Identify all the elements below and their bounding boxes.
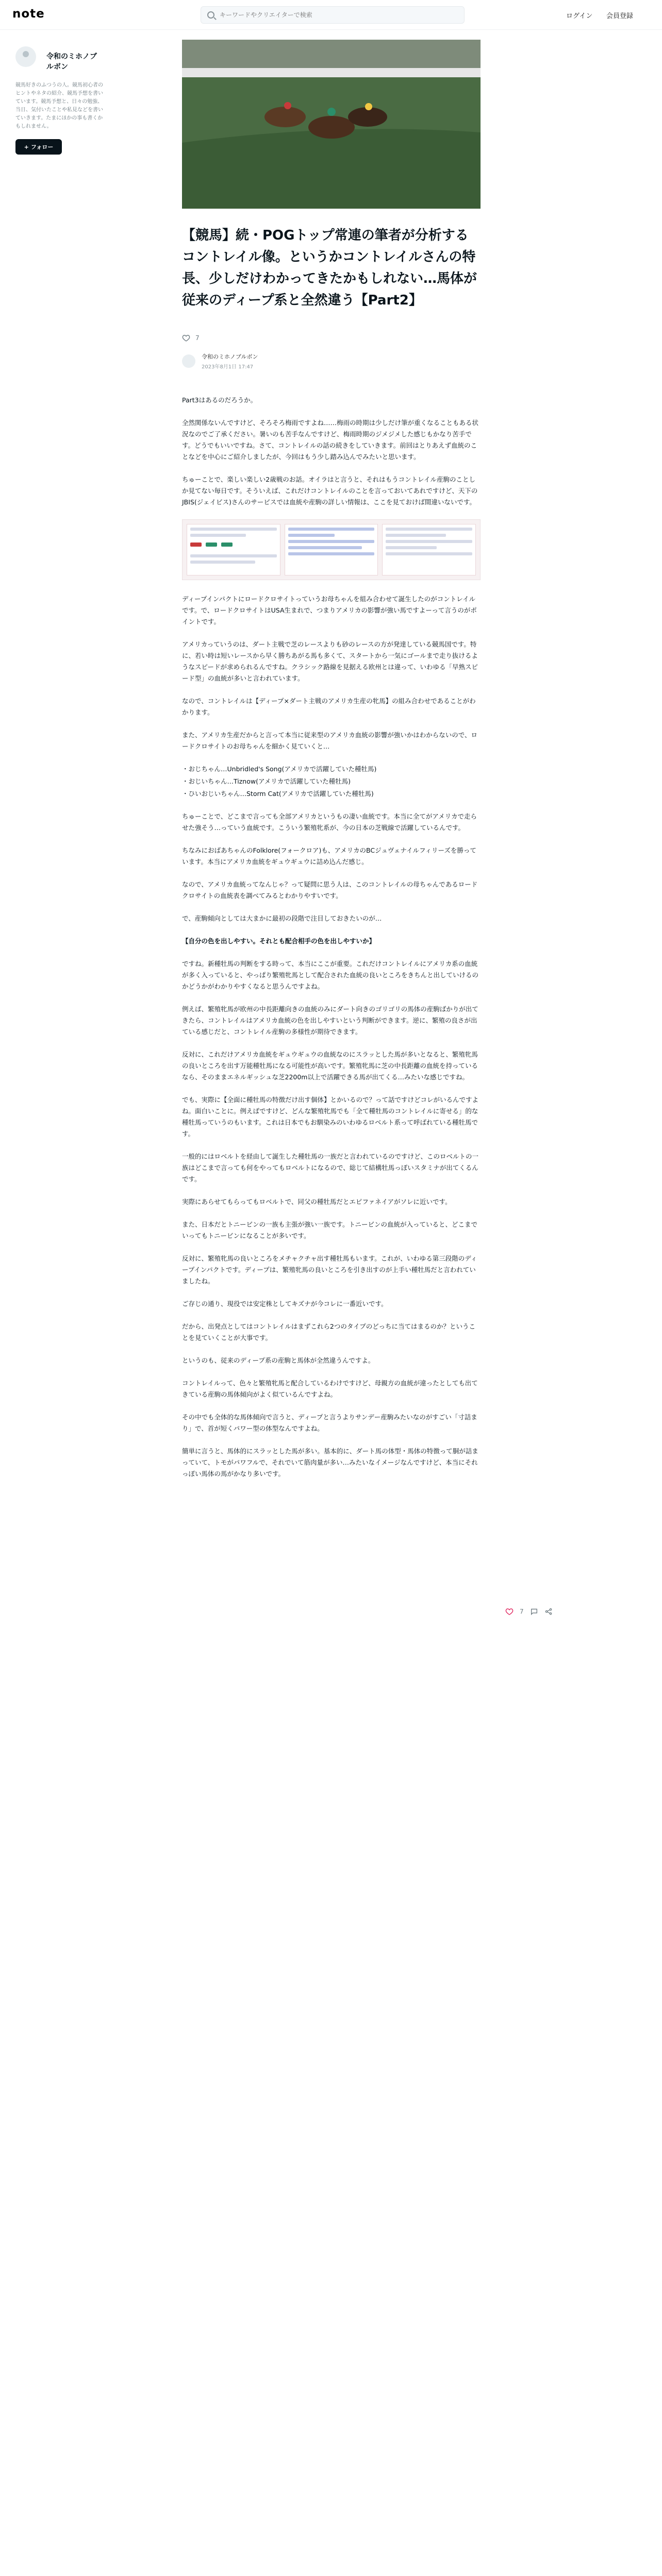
note-logo[interactable]: note [12,7,45,21]
paragraph: ちゅーことで、楽しい楽しい2歳戦のお話。オイラはと言うと、それはもうコントレイル産駒のことしか見てない毎日です。そういえば、これだけコントレイルのことを言っておいてあれですけど、天下のJBIS(ジェイビス)さんのサービスでは血統や産駒の詳しい情報は、ここを見ておけば間違いないです。 [182,476,478,506]
paragraph: で、産駒傾向としては大まかに最初の段階で注目しておきたいのが… [182,914,382,922]
paragraph: 例えば、繁殖牝馬が欧州の中長距離向きの血統のみにダート向きのゴリゴリの馬体の産駒ばかりが出てきたら、コントレイルはアメリカ血統の色を出しやすいという判断ができます。逆に、繁殖の良さが出ている感じだと、コントレイル産駒の多様性が期待できます。 [182,1005,478,1036]
pedigree-column [285,524,378,575]
paragraph: ディープインパクトにロードクロサイトっていうお母ちゃんを組み合わせて誕生したのがコントレイルです。で、ロードクロサイトはUSA生まれで、つまりアメリカの影響が強い馬ですよーって言うのがポイントです。 [182,595,477,625]
search-input[interactable] [220,11,446,19]
floating-actions [505,1607,553,1616]
share-icon[interactable] [544,1607,553,1616]
follow-button[interactable] [15,139,62,155]
paragraph: でも、実際に【全面に種牡馬の特徴だけ出す個体】とかいるので？って話ですけどコレがいるんですよね。面白いことに。例えばですけど、どんな繁殖牝馬でも「全て種牡馬のコントレイルに寄せる」的な種牡馬っていうのもいます。これは日本でもお馴染みのいわゆるロベルト系って呼ばれている種牡馬です。 [182,1096,479,1138]
author-avatar[interactable] [15,46,36,67]
bullet-item: ・おじいちゃん…Tiznow(アメリカで活躍していた種牡馬) [182,777,351,785]
login-link[interactable]: ログイン [566,12,593,20]
site-header [0,0,662,30]
meta-author-name[interactable]: 令和のミホノブルボン [202,353,258,360]
pedigree-column [187,524,280,575]
hero-image [182,40,481,209]
like-row [182,334,200,342]
search-icon [207,11,214,19]
bullet-item: ・ひいおじいちゃん…Storm Cat(アメリカで活躍していた種牡馬) [182,790,374,798]
paragraph: だから、出発点としてはコントレイルはまずこれら2つのタイプのどっちに当てはまるのか？ということを見ていくことが大事です。 [182,1323,475,1342]
like-count: 7 [195,334,200,342]
author-meta [182,352,258,370]
paragraph: その中でも全体的な馬体傾向で言うと、ディープと言うよりサンデー産駒みたいなのがすごい「寸詰まり」で、首が短くパワー型の体型なんですよね。 [182,1413,477,1432]
paragraph: 簡単に言うと、馬体的にスラッとした馬が多い。基本的に、ダート馬の体型・馬体の特徴って胴が詰まっていて、トモがパワフルで、それでいて筋肉量が多い…みたいなイメージなんですけど、本当にそれっぽい馬体の馬がかなり多いです。 [182,1447,478,1478]
paragraph: ですね。新種牡馬の判断をする時って、本当にここが重要。これだけコントレイルにアメリカ系の血統が多く入っていると、やっぱり繁殖牝馬として配合された血統の良いところをきちんと出していけるのかどうかがわかりやすくなると思うんですよね。 [182,960,479,990]
heart-icon[interactable] [505,1607,514,1616]
article-body [182,395,481,1491]
author-name[interactable]: 令和のミホノブルボン [46,53,97,71]
comment-icon[interactable] [530,1607,538,1616]
paragraph: ご存じの通り、現役では安定株としてキズナが今コレに一番近いです。 [182,1300,388,1308]
bullet-item: ・おじちゃん…Unbridled's Song(アメリカで活躍していた種牡馬) [182,765,377,773]
paragraph: また、日本だとトニービンの一族も主張が強い一族です。トニービンの血統が入っていると、どこまでいってもトニービンになることが多いです。 [182,1221,478,1240]
paragraph: コントレイルって、色々と繁殖牝馬と配合しているわけですけど、母親方の血統が違ったとしても出てきている産駒の馬体傾向がよく似ているんですよね。 [182,1379,478,1398]
paragraph: というのも、従来のディープ系の産駒と馬体が全然違うんですよ。 [182,1357,375,1364]
paragraph: 全然関係ないんですけど、そろそろ梅雨ですよね……梅雨の時期は少しだけ筆が重くなることもある状況なのでご了承ください。暑いのも苦手なんですけど、梅雨時期のジメジメした感じもかなり苦手です。どうでもいいですね。さて、コントレイルの話の続きをしていきます。前回はとりあえず血統のことなどを中心にご紹介しましたが、今回はもう少し踏み込んでみたいと思います。 [182,419,479,461]
paragraph: 実際にあらせてもらってもロベルトで、同父の種牡馬だとエピファネイアがソレに近いです。 [182,1198,452,1206]
article-title: 【競馬】続・POGトップ常連の筆者が分析するコントレイル像。というかコントレイルさんの特長、少しだけわかってきたかもしれない…馬体が従来のディープ系と全然違う【Part2】 [182,228,477,308]
paragraph-heading: 【自分の色を出しやすい。それとも配合相手の色を出しやすいか】 [182,937,376,945]
bullet-list [182,764,481,800]
paragraph: また、アメリカ生産だからと言って本当に従来型のアメリカ血統の影響が強いかはわからないので、ロードクロサイトのお母ちゃんを細かく見ていくと… [182,731,478,750]
author-sidebar [15,46,106,155]
pedigree-column [382,524,476,575]
paragraph: 反対に、これだけアメリカ血統をギュウギュウの血統なのにスラッとした馬が多いとなると、繁殖牝馬の良いところを出す万能種牡馬になる可能性が高いです。繁殖牝馬に芝の中長距離の血統を持っているなら、そのままエネルギッシュな芝2200m以上で活躍できる馬が出てくる…みたいな感じですね。 [182,1050,478,1081]
floating-like-count: 7 [520,1608,524,1615]
signup-link[interactable]: 会員登録 [606,12,634,20]
plus-icon: + [24,143,29,150]
follow-label: フォロー [30,144,54,150]
author-small-avatar[interactable] [182,354,195,368]
paragraph: ちなみにおばあちゃんのFolklore(フォークロア)も、アメリカのBCジュヴェナイルフィリーズを勝っています。本当にアメリカ血統をギュウギュウに詰め込んだ感じ。 [182,846,476,866]
author-bio: 競馬好きのふつうの人。競馬初心者のヒントやネタの紹介、競馬予想を書いています。競馬予想と、日々の勉強、当日、気付いたことや私見などを書いていきます。たまにほかの事も書くかもしれません。 [15,82,103,129]
pedigree-table-image [182,519,481,580]
paragraph: ちゅーことで、どこまで言っても全部アメリカというもの凄い血統です。本当に全てがアメリカで走らせた強そう…っていう血統です。こういう繁殖牝系が、今の日本の芝戦線で活躍しているんです。 [182,812,477,832]
horse-race-photo [182,40,481,209]
heart-icon[interactable] [182,334,190,342]
paragraph: アメリカっていうのは、ダート主戦で芝のレースよりも砂のレースの方が発達している競馬国です。特に、若い時は短いレースから早く勝ちあがる馬も多くて、スタートから一気にゴールまで走り抜けるようなスピードが求められるんですね。クラシック路線を見据える欧州とは違って、いわゆる「早熟スピード型」の血統が多いと言われています。 [182,640,478,682]
search-box[interactable] [201,6,465,24]
paragraph: Part3はあるのだろうか。 [182,396,257,404]
publish-date: 2023年8月1日 17:47 [202,364,254,370]
paragraph: 反対に、繁殖牝馬の良いところをメチャクチャ出す種牡馬もいます。これが、いわゆる第三段階のディープインパクトです。ディープは、繁殖牝馬の良いところを引き出すのが上手い種牡馬だと言われていましたね。 [182,1255,477,1285]
paragraph: なので、アメリカ血統ってなんじゃ？って疑問に思う人は、このコントレイルの母ちゃんであるロードクロサイトの血統表を調べてみるとわかりやすいです。 [182,880,478,900]
paragraph: なので、コントレイルは【ディープ×ダート主戦のアメリカ生産の牝馬】の組み合わせであることがわかります。 [182,697,476,716]
paragraph: 一般的にはロベルトを経由して誕生した種牡馬の一族だと言われているのですけど、このロベルトの一族はどこまで言っても何をやってもロベルトになるので、総じて結構牡馬っぽいスタミナが出てくるんです。 [182,1153,479,1183]
